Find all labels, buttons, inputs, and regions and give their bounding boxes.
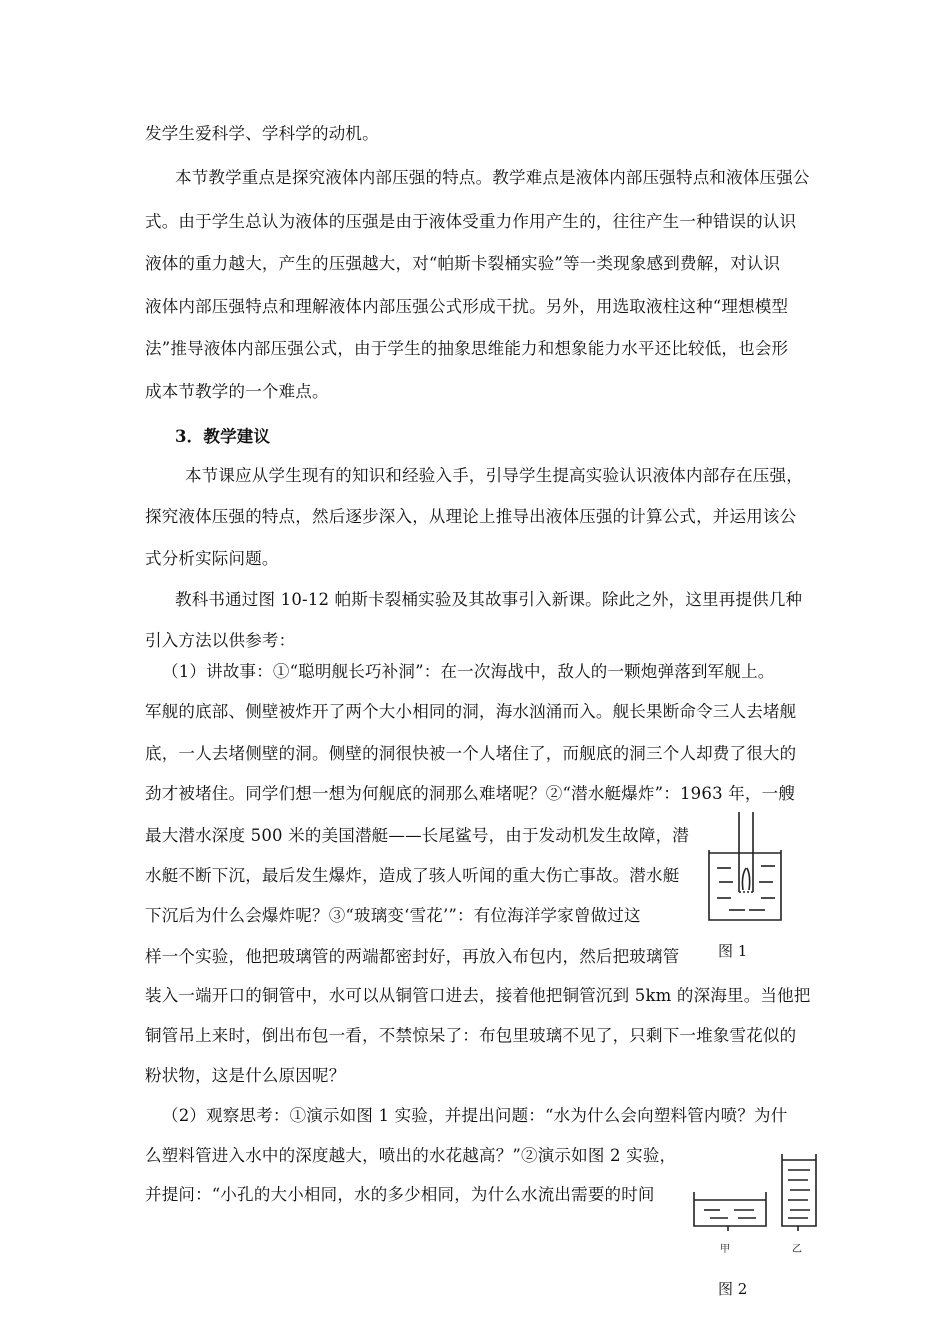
text-line: 么塑料管进入水中的深度越大，喷出的水花越高？”②演示如图 2 实验， — [145, 1146, 677, 1165]
figure-1-beaker-diagram — [705, 810, 785, 925]
text-line: 成本节教学的一个难点。 — [145, 382, 329, 401]
text-line: 发学生爱科学、学科学的动机。 — [145, 124, 379, 143]
text-line: 探究液体压强的特点，然后逐步深入，从理论上推导出液体压强的计算公式，并运用该公 — [145, 507, 797, 526]
text-line: （1）讲故事：①“聪明舰长巧补洞”：在一次海战中，敌人的一颗炮弹落到军舰上。 — [162, 662, 775, 681]
figure-2-label-b: 乙 — [792, 1244, 802, 1255]
text-line: 式。由于学生总认为液体的压强是由于液体受重力作用产生的，往往产生一种错误的认识 — [145, 212, 797, 231]
text-line: 样一个实验，他把玻璃管的两端都密封好，再放入布包内，然后把玻璃管 — [145, 947, 680, 966]
text-line: 液体内部压强特点和理解液体内部压强公式形成干扰。另外，用选取液柱这种“理想模型 — [145, 297, 789, 316]
figure-1-caption: 图 1 — [718, 942, 748, 960]
text-line: 本节课应从学生现有的知识和经验入手，引导学生提高实验认识液体内部存在压强， — [185, 466, 803, 485]
text-line: （2）观察思考：①演示如图 1 实验，并提出问题：“水为什么会向塑料管内喷？为什 — [162, 1106, 788, 1125]
section-heading: 3．教学建议 — [175, 427, 271, 446]
text-line: 水艇不断下沉，最后发生爆炸，造成了骇人听闻的重大伤亡事故。潜水艇 — [145, 866, 680, 885]
text-line: 并提问：“小孔的大小相同，水的多少相同，为什么水流出需要的时间 — [145, 1185, 655, 1204]
text-line: 底，一人去堵侧壁的洞。侧壁的洞很快被一个人堵住了，而舰底的洞三个人却费了很大的 — [145, 744, 797, 763]
text-line: 下沉后为什么会爆炸呢？③“玻璃变‘雪花’”：有位海洋学家曾做过这 — [145, 906, 641, 925]
text-line: 液体的重力越大，产生的压强越大，对“帕斯卡裂桶实验”等一类现象感到费解，对认识 — [145, 254, 781, 273]
text-line: 装入一端开口的铜管中，水可以从铜管口进去，接着他把铜管沉到 5km 的深海里。当他把 — [145, 986, 811, 1005]
text-line: 法”推导液体内部压强公式，由于学生的抽象思维能力和想象能力水平还比较低，也会形 — [145, 339, 789, 358]
text-line: 最大潜水深度 500 米的美国潜艇——长尾鲨号，由于发动机发生故障，潜 — [145, 826, 689, 845]
text-line: 本节教学重点是探究液体内部压强的特点。教学难点是液体内部压强特点和液体压强公 — [175, 168, 810, 187]
text-line: 式分析实际问题。 — [145, 549, 279, 568]
text-line: 教科书通过图 10-12 帕斯卡裂桶实验及其故事引入新课。除此之外，这里再提供几种 — [175, 590, 803, 609]
text-line: 粉状物，这是什么原因呢？ — [145, 1066, 346, 1085]
figure-2-label-a: 甲 — [720, 1244, 730, 1255]
text-line: 军舰的底部、侧壁被炸开了两个大小相同的洞，海水汹涌而入。舰长果断命令三人去堵舰 — [145, 702, 797, 721]
figure-2-caption: 图 2 — [718, 1280, 748, 1298]
text-line: 劲才被堵住。同学们想一想为何舰底的洞那么难堵呢？②“潜水艇爆炸”：1963 年，一艘 — [145, 784, 796, 803]
text-line: 铜管吊上来时，倒出布包一看，不禁惊呆了：布包里玻璃不见了，只剩下一堆象雪花似的 — [145, 1026, 797, 1045]
text-line: 引入方法以供参考： — [145, 631, 296, 650]
figure-2-containers-diagram — [690, 1152, 820, 1232]
